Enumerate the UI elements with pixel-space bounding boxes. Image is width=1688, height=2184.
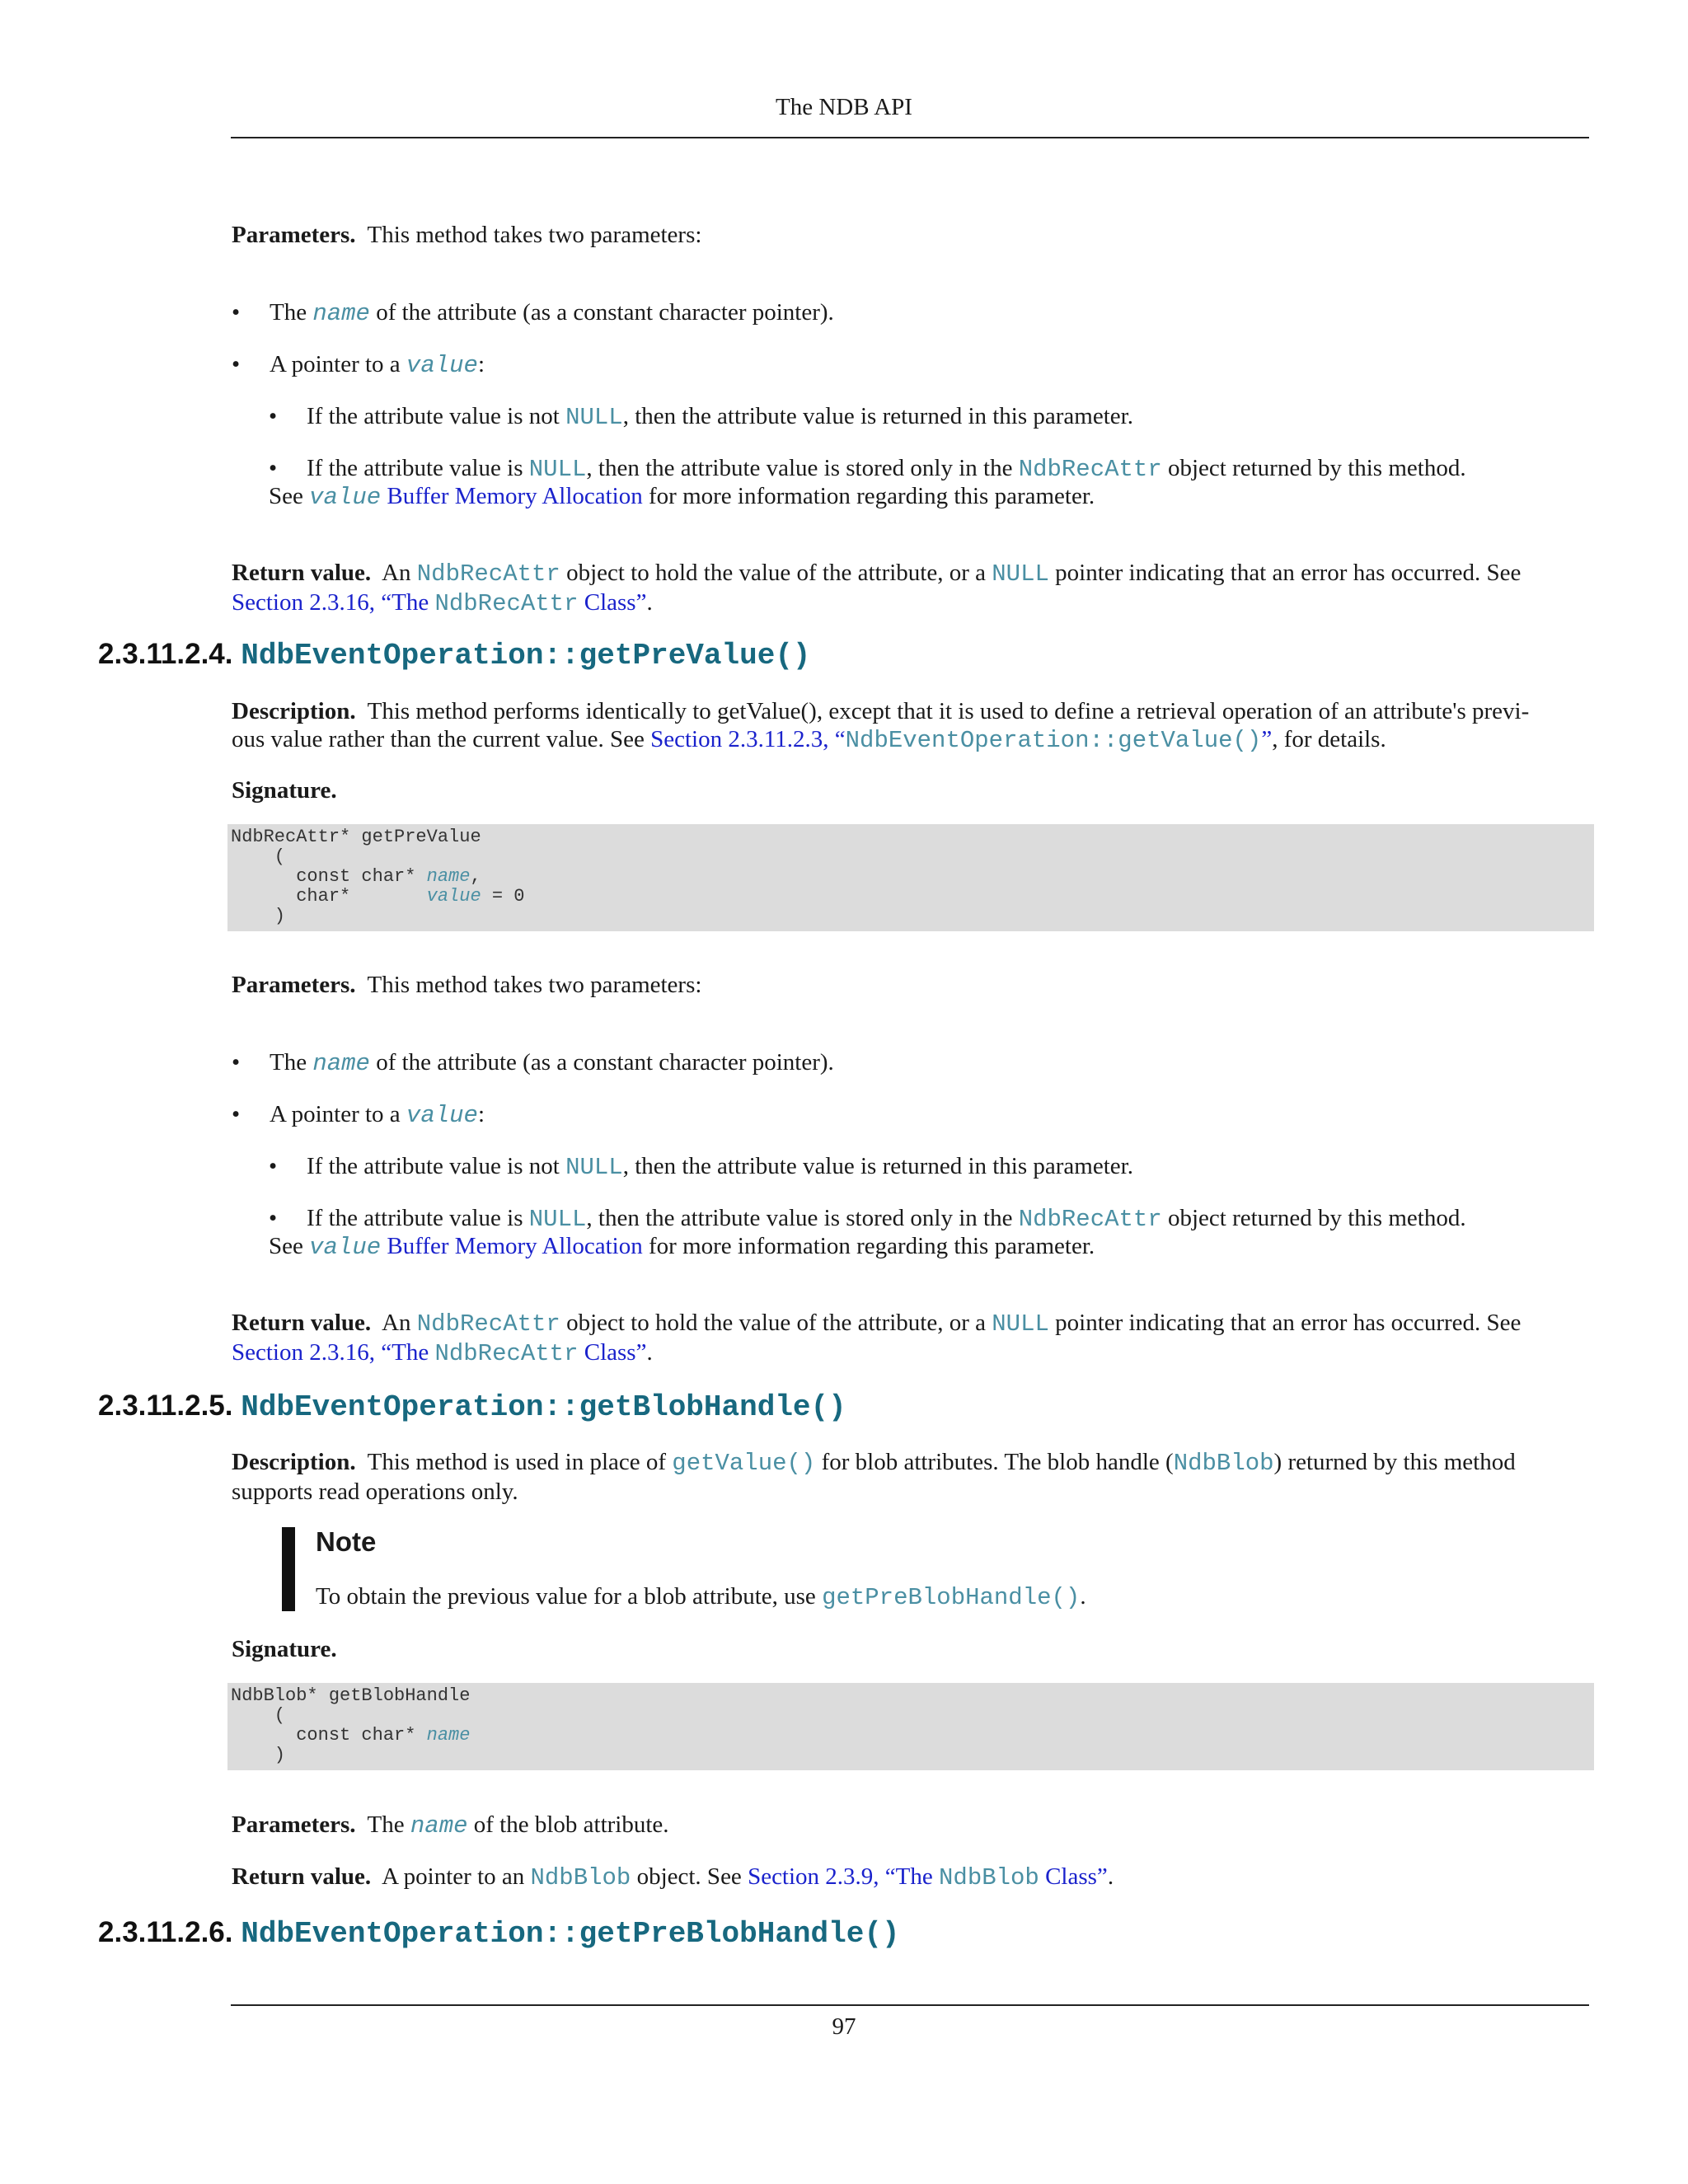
return-value-paragraph: Return value. An NdbRecAttr object to hold the value of the attribute, or a NULL pointer indicating that an error has occurred. See Section 2.3.16, “The NdbRecAttr Class”. (232, 560, 1522, 617)
value-buffer-link[interactable]: value Buffer Memory Allocation (309, 483, 643, 511)
note-text: To obtain the previous value for a blob attribute, use getPreBlobHandle(). (316, 1583, 1086, 1611)
header-rule (231, 137, 1589, 138)
code-block: NdbBlob* getBlobHandle ( const char* name ) (227, 1683, 1594, 1770)
ndbrecattr-class-link[interactable]: Section 2.3.16, “The NdbRecAttr Class” (232, 1339, 647, 1367)
parameters-paragraph: Parameters. The name of the blob attribute. (232, 1811, 669, 1840)
note-bar (282, 1527, 295, 1611)
running-header: The NDB API (776, 94, 912, 120)
footer-rule (231, 2004, 1589, 2006)
list-item: • The name of the attribute (as a constant character pointer). (232, 299, 834, 327)
note-title: Note (316, 1526, 377, 1557)
value-buffer-link[interactable]: value Buffer Memory Allocation (309, 1233, 643, 1261)
section-heading: 2.3.11.2.5. NdbEventOperation::getBlobHandle() (98, 1390, 846, 1424)
description-paragraph: Description. This method performs identically to getValue(), except that it is used to define a retrieval operation of an attribute's previ- ous value rather than the current value. See Section 2.3.11.2.3, “NdbEventOperation::getValue()”, for details. (232, 698, 1530, 754)
section-heading: 2.3.11.2.6. NdbEventOperation::getPreBlobHandle() (98, 1916, 900, 1951)
ndbblob-class-link[interactable]: Section 2.3.9, “The NdbBlob Class” (748, 1863, 1108, 1891)
list-item: • If the attribute value is not NULL, then the attribute value is returned in this parameter. (269, 403, 1133, 431)
parameters-paragraph: Parameters. This method takes two parameters: (232, 972, 702, 998)
description-paragraph: Description. This method is used in place of getValue() for blob attributes. The blob handle (NdbBlob) returned by this method supports read operations only. (232, 1449, 1516, 1505)
list-item: • If the attribute value is not NULL, then the attribute value is returned in this parameter. (269, 1153, 1133, 1181)
page-number: 97 (832, 2013, 856, 2040)
signature-label: Signature. (232, 1636, 337, 1662)
signature-label: Signature. (232, 777, 337, 804)
list-item: • A pointer to a value: (232, 351, 485, 379)
return-value-paragraph: Return value. A pointer to an NdbBlob object. See Section 2.3.9, “The NdbBlob Class”. (232, 1863, 1114, 1891)
return-value-paragraph: Return value. An NdbRecAttr object to hold the value of the attribute, or a NULL pointer indicating that an error has occurred. See Section 2.3.16, “The NdbRecAttr Class”. (232, 1310, 1522, 1367)
parameters-paragraph: Parameters. This method takes two parameters: (232, 222, 702, 248)
section-heading: 2.3.11.2.4. NdbEventOperation::getPreValue() (98, 638, 811, 673)
see-also-line: See value Buffer Memory Allocation for more information regarding this parameter. (269, 483, 1095, 511)
list-item: • If the attribute value is NULL, then the attribute value is stored only in the NdbRecAttr object returned by this method. (269, 1205, 1466, 1233)
list-item: • If the attribute value is NULL, then the attribute value is stored only in the NdbRecAttr object returned by this method. (269, 455, 1466, 483)
ndbrecattr-class-link[interactable]: Section 2.3.16, “The NdbRecAttr Class” (232, 589, 647, 617)
getvalue-section-link[interactable]: Section 2.3.11.2.3, “NdbEventOperation::getValue()” (650, 726, 1273, 754)
code-block: NdbRecAttr* getPreValue ( const char* name, char* value = 0 ) (227, 824, 1594, 931)
list-item: • The name of the attribute (as a constant character pointer). (232, 1049, 834, 1077)
see-also-line: See value Buffer Memory Allocation for more information regarding this parameter. (269, 1233, 1095, 1261)
list-item: • A pointer to a value: (232, 1101, 485, 1129)
